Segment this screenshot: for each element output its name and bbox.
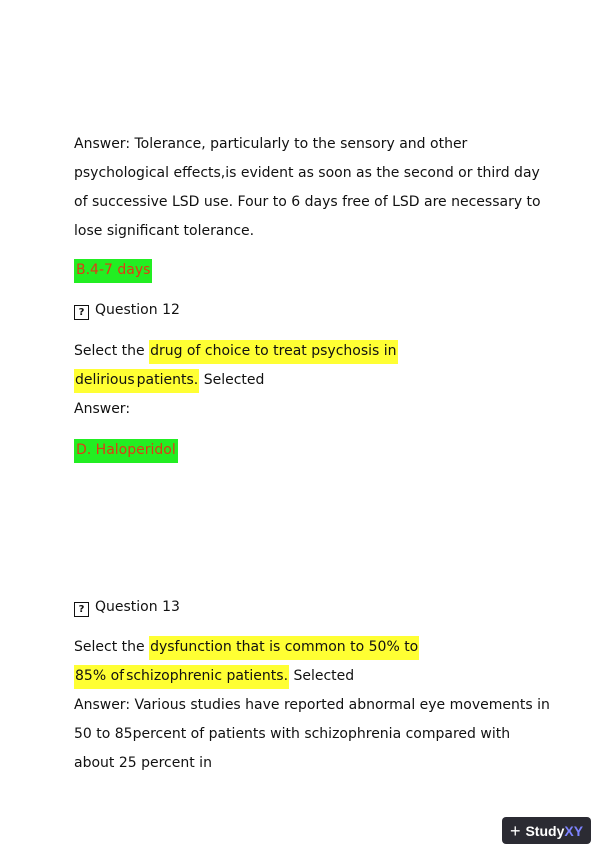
brand-name-xy: XY bbox=[564, 822, 584, 839]
answer-text-line-1: Answer: Tolerance, particularly to the sensory and other bbox=[74, 136, 468, 152]
plus-icon: + bbox=[509, 820, 521, 841]
question-12-answer bbox=[74, 441, 178, 459]
question-13-prompt-line-2 bbox=[74, 667, 354, 685]
studyxy-badge[interactable] bbox=[502, 817, 591, 844]
question-13-answer-line-3: about 25 percent in bbox=[74, 755, 212, 771]
question-13-prompt-plain: Select the bbox=[74, 639, 145, 655]
answer-text-line-3: of successive LSD use. Four to 6 days free of LSD are necessary to bbox=[74, 194, 541, 210]
question-12-answer-label: Answer: bbox=[74, 401, 131, 417]
question-12-prompt-plain: Select the bbox=[74, 343, 145, 359]
question-box-icon: ? bbox=[74, 305, 89, 320]
answer-text-line-4: lose significant tolerance. bbox=[74, 223, 255, 239]
question-12-prompt-line-1 bbox=[74, 342, 398, 360]
question-13-prompt-highlight-2a: 85% of bbox=[74, 665, 125, 689]
selected-answer-highlight: B.4-7 days bbox=[74, 259, 152, 283]
question-13-prompt-highlight-2b: schizophrenic patients. bbox=[125, 665, 289, 689]
question-13-heading bbox=[74, 598, 180, 617]
question-13-prompt-highlight: dysfunction that is common to 50% to bbox=[149, 636, 419, 660]
question-12-heading bbox=[74, 301, 180, 320]
question-13-title: Question 13 bbox=[95, 599, 180, 615]
answer-text-line-2: psychological effects,is evident as soon as the second or third day bbox=[74, 165, 540, 181]
brand-name-study: Study bbox=[525, 822, 565, 839]
question-12-answer-highlight: D. Haloperidol bbox=[74, 439, 178, 463]
question-12-title: Question 12 bbox=[95, 302, 180, 318]
question-box-icon: ? bbox=[74, 602, 89, 617]
question-12-prompt-highlight-2b: patients. bbox=[136, 369, 200, 393]
question-13-prompt-line-1 bbox=[74, 638, 419, 656]
question-12-prompt-highlight-2a: delirious bbox=[74, 369, 136, 393]
question-13-answer-line-1: Answer: Various studies have reported abnormal eye movements in bbox=[74, 697, 550, 713]
selected-answer-b bbox=[74, 261, 152, 279]
question-12-prompt-line-2 bbox=[74, 371, 264, 389]
question-12-prompt-highlight: drug of choice to treat psychosis in bbox=[149, 340, 397, 364]
question-13-answer-line-2: 50 to 85percent of patients with schizophrenia compared with bbox=[74, 726, 511, 742]
question-12-selected-label: Selected bbox=[203, 372, 265, 388]
question-13-selected-label: Selected bbox=[293, 668, 355, 684]
